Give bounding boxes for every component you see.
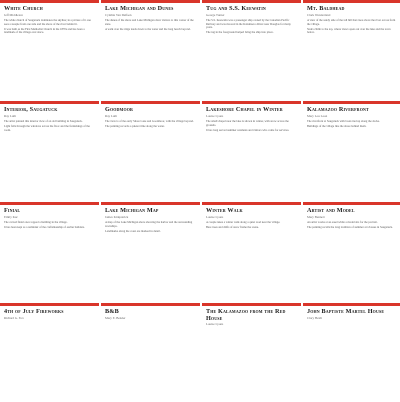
card-byline: Richard G. Fox [4, 315, 24, 320]
card-byline: Mary Lou Leon [307, 113, 328, 118]
card-title[interactable]: Finial [4, 207, 21, 214]
artwork-card[interactable] [303, 303, 400, 402]
card-byline: Louise Lyons [206, 322, 224, 327]
card-paragraph: It has been kept as a reminder of the craftsmanship of earlier builders. [4, 225, 85, 230]
card-byline: Ray Luth [105, 113, 117, 118]
card-byline: Cynthia Van Dalfsen [105, 12, 132, 17]
card-paragraph: The carved finial once topped a building in the village. [4, 220, 68, 225]
card-paragraph: The S.S. Keewatin was a passenger ship owned by the Canadian Pacific Railway and was moored in the Kalamazoo River near Douglas for many years. [206, 18, 291, 30]
card-byline: Clark Wonderland [307, 12, 331, 17]
card-byline: Clary Heidi [307, 315, 322, 320]
card-byline: George Turner [206, 12, 225, 17]
card-paragraph: Buildings of the village line the shore behind them. [307, 124, 367, 129]
card-byline: Mary Bennett [307, 214, 325, 219]
artwork-card[interactable] [202, 202, 301, 301]
card-title[interactable]: Lake Michigan Map [105, 207, 159, 214]
card-title[interactable]: Lakeshore Chapel in Winter [206, 106, 283, 113]
card-paragraph: An artist works at an easel while a model sits for the portrait. [307, 220, 378, 225]
card-title[interactable]: Goodmoor [105, 106, 134, 113]
card-paragraph: A couple takes a winter walk along a quiet road near the village. [206, 220, 281, 225]
card-paragraph: The artist painted this interior view of an old building in Saugatuck. [4, 119, 83, 124]
card-description [206, 19, 297, 35]
artwork-card[interactable] [303, 202, 400, 301]
card-description [307, 19, 398, 35]
artwork-card[interactable] [303, 101, 400, 200]
card-paragraph: It has long served summer residents and visitors who come for services. [206, 127, 290, 132]
card-paragraph: Stairs climb to the top, where views open out over the lake and the town below. [307, 26, 391, 35]
artwork-card[interactable] [101, 101, 200, 200]
card-byline: Ray Luth [4, 113, 16, 118]
card-description [4, 19, 95, 35]
card-description [4, 221, 95, 230]
card-title[interactable]: Mt. Baldhead [307, 5, 345, 12]
card-paragraph: The view is of the early Shore Lane and Goodmoor, with the village beyond. [105, 119, 194, 124]
card-description [105, 120, 196, 129]
artwork-card[interactable] [303, 0, 400, 99]
card-description [105, 221, 196, 233]
artwork-card[interactable] [202, 101, 301, 200]
card-byline: Emily Kuc [4, 214, 18, 219]
card-description [206, 221, 297, 230]
card-description [307, 221, 398, 230]
card-byline: Louise Lyons [206, 113, 224, 118]
card-paragraph: It was built as the First Methodist Church in the 1870s and has been a landmark of the village ever since. [4, 26, 85, 35]
card-paragraph: A map of the Lake Michigan shore showing the harbor and the surrounding townships. [105, 220, 193, 228]
card-paragraph: The riverfront at Saugatuck with boats tied up along the docks. [307, 119, 380, 124]
card-description [206, 120, 297, 132]
card-byline: James Kirkpatrick [105, 214, 129, 219]
artwork-card[interactable] [101, 303, 200, 402]
card-paragraph: A view of the sandy side of the tall hill that rises above the river across from the village. [307, 18, 396, 26]
card-title[interactable]: Interior, Saugatuck [4, 106, 58, 113]
artwork-card[interactable] [0, 202, 99, 301]
artwork-card[interactable] [101, 202, 200, 301]
card-title[interactable]: Lake Michigan and Dunes [105, 5, 174, 12]
card-paragraph: A walk over the ridge leads down to the water and the long beach beyond. [105, 26, 191, 31]
artwork-card[interactable] [101, 0, 200, 99]
card-title[interactable]: 4th of July Fireworks [4, 308, 64, 315]
card-title[interactable]: White Church [4, 5, 43, 12]
card-title[interactable]: John Baptiste Martel House [307, 308, 385, 315]
card-paragraph: Light falls through the windows across the floor and the furnishings of the room. [4, 124, 90, 132]
card-title[interactable]: Tug and S.S. Keewatin [206, 5, 266, 12]
card-paragraph: The white church of Saugatuck dominates the skyline; in a picture of it one sees a steeple from one side and the shore of the river behind it. [4, 18, 91, 26]
card-paragraph: The dunes of the shore and Lake Michigan draw visitors to this corner of the state. [105, 18, 194, 26]
card-paragraph: The painting records a quieter time along the water. [105, 124, 165, 129]
card-byline: Louise Lyons [206, 214, 224, 219]
card-title[interactable]: B&B [105, 308, 119, 315]
artwork-card[interactable] [0, 303, 99, 402]
card-paragraph: Landmarks along the coast are marked in detail. [105, 228, 161, 233]
card-paragraph: The painting recalls the long tradition of summer art classes in Saugatuck. [307, 225, 393, 230]
artwork-card[interactable] [0, 101, 99, 200]
artwork-card[interactable] [202, 0, 301, 99]
artwork-card[interactable] [0, 0, 99, 99]
card-byline: Jeff Middleton [4, 12, 23, 17]
card-title[interactable]: Artist and Model [307, 207, 355, 214]
card-description [4, 120, 95, 132]
artwork-card[interactable] [202, 303, 301, 402]
card-title[interactable]: Winter Walk [206, 207, 243, 214]
card-title[interactable]: The Kalamazoo from the Red House [206, 308, 286, 322]
card-title[interactable]: Kalamazoo Riverfront [307, 106, 369, 113]
card-byline: Mary E. Bender [105, 315, 126, 320]
card-paragraph: Bare trees and drifts of snow frame the scene. [206, 225, 259, 230]
card-paragraph: The small chapel near the lake is shown in winter, with snow across the grounds. [206, 119, 289, 127]
card-description [307, 120, 398, 129]
card-paragraph: The tug in the foreground helped bring the ship into place. [206, 30, 274, 35]
card-description [105, 19, 196, 31]
